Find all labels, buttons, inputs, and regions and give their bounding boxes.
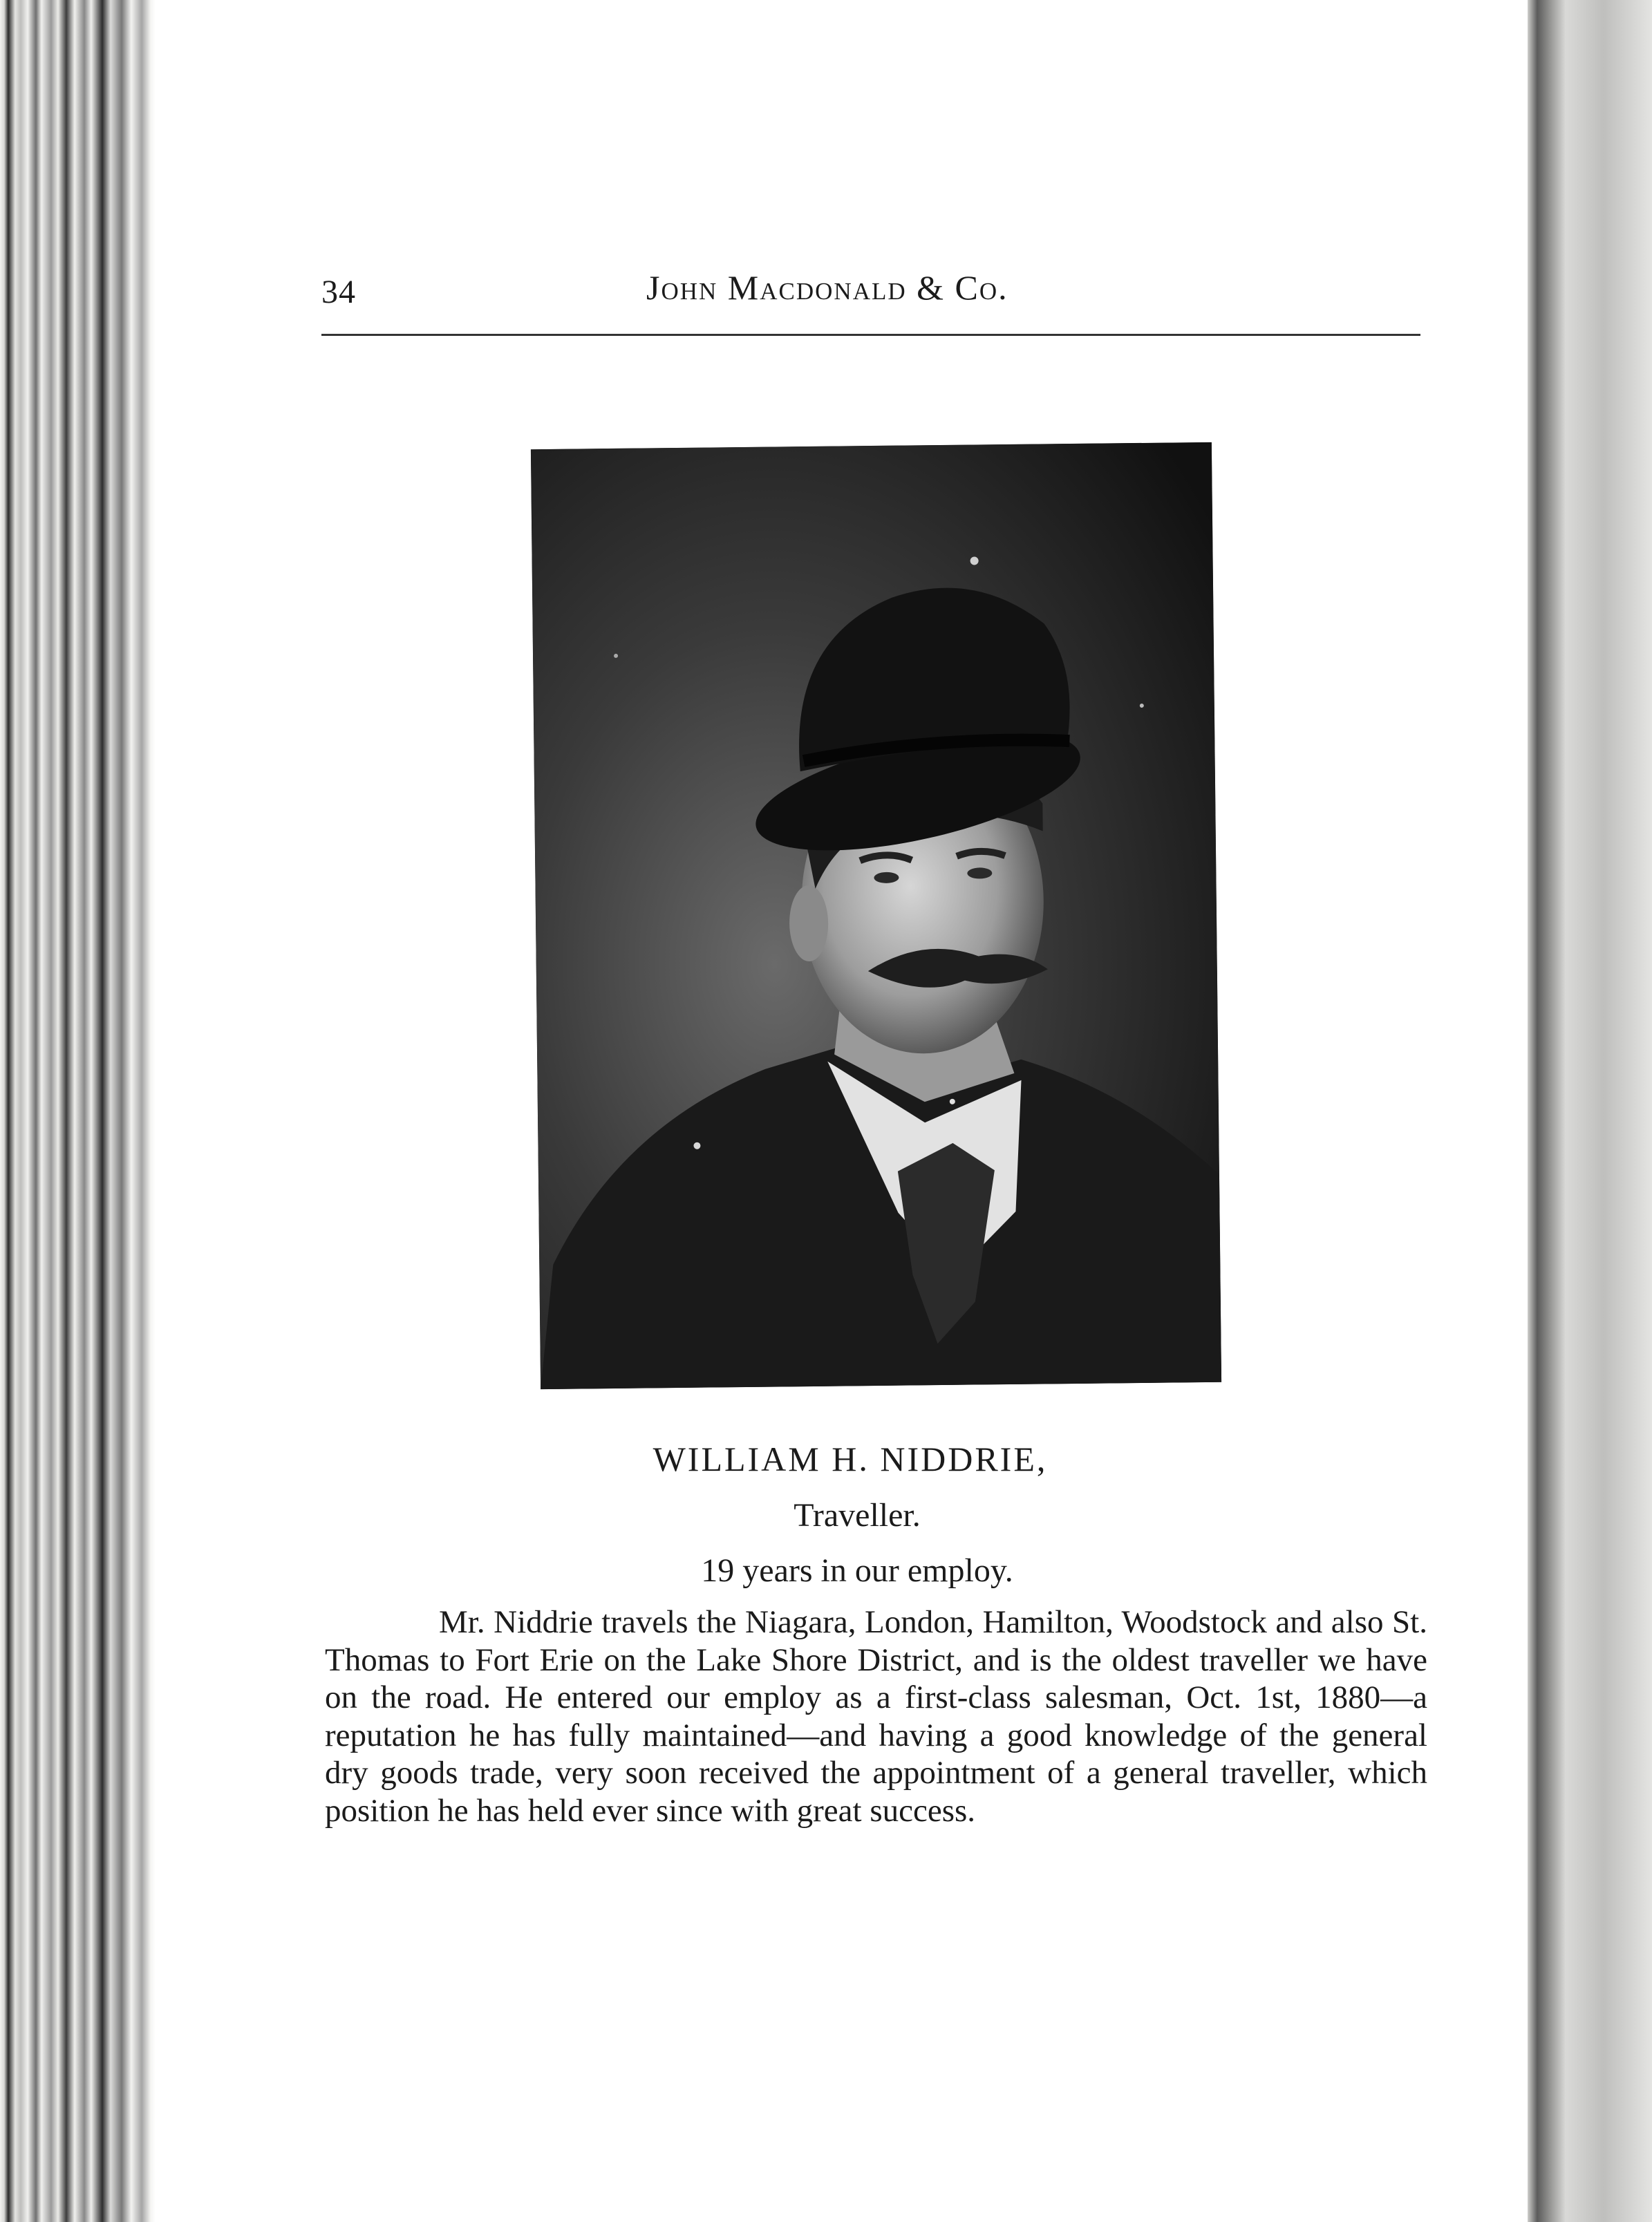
years-of-service: 19 years in our employ. <box>701 1552 1013 1589</box>
running-title: John Macdonald & Co. <box>646 268 1008 307</box>
book-right-edge <box>1528 0 1652 2222</box>
page-number: 34 <box>321 274 356 310</box>
portrait-photo <box>531 442 1221 1389</box>
page-header <box>321 268 1420 314</box>
book-binding-edge <box>0 0 156 2222</box>
header-rule <box>321 334 1420 336</box>
person-role: Traveller. <box>794 1497 921 1534</box>
biography-paragraph: Mr. Niddrie travels the Niagara, London, Hamilton, Woodstock and also St. Thomas to Fort Erie on the Lake Shore District, and is the oldest traveller we have on the road. He entered our employ as a first-class salesman, Oct. 1st, 1880—a reputation he has fully maintained—and having a good knowledge of the general dry goods trade, very soon received the appointment of a general traveller, which position he has held ever since with great success. <box>325 1604 1427 1829</box>
person-name: WILLIAM H. NIDDRIE, <box>653 1440 1048 1478</box>
